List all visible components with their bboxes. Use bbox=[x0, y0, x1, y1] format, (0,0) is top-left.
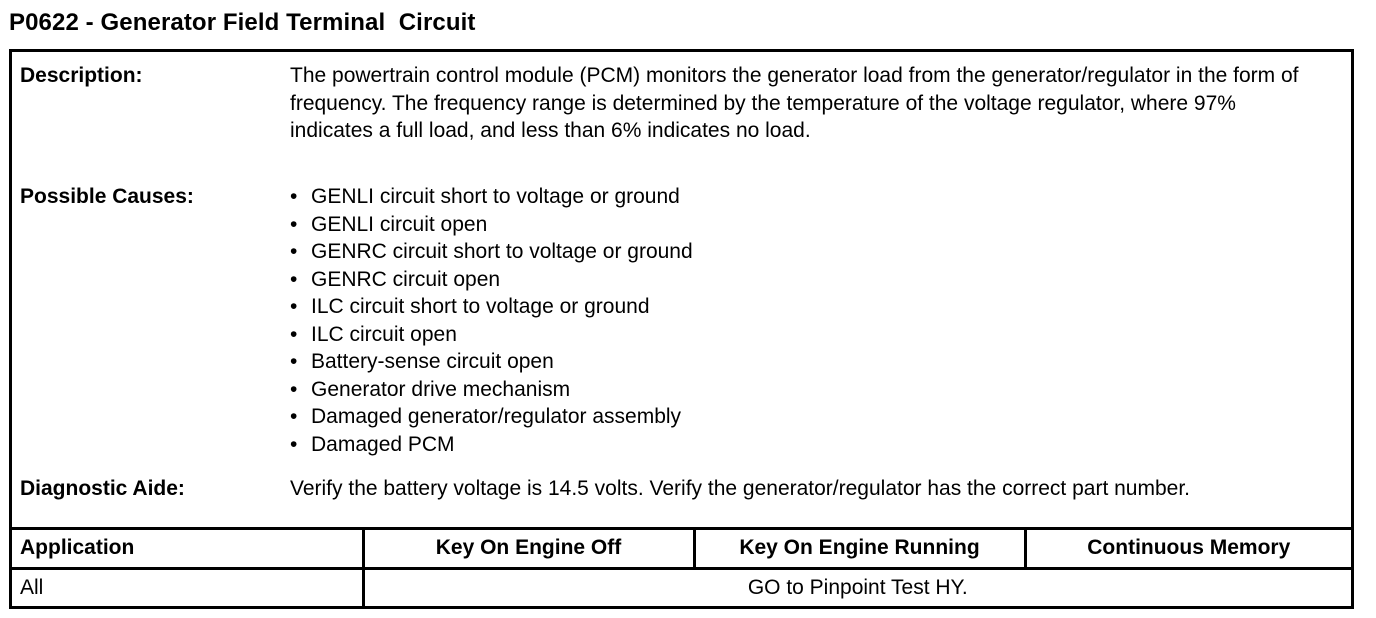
description-text: The powertrain control module (PCM) monitors the generator load from the generator/regulator in the form of frequency. The frequency range is determined by the temperature of the voltage regulator, where 97% indicates a full load, and less than 6% indicates no load. bbox=[290, 64, 1299, 142]
list-item: • Battery-sense circuit open bbox=[290, 348, 1320, 376]
table-header-row bbox=[12, 530, 1351, 568]
column-header-application: Application bbox=[12, 530, 363, 568]
list-item: • GENLI circuit short to voltage or ground bbox=[290, 183, 1320, 211]
possible-causes-list bbox=[290, 183, 1320, 458]
application-table bbox=[12, 530, 1351, 606]
pinpoint-test-cell: GO to Pinpoint Test HY. bbox=[747, 575, 968, 599]
column-header-koeo: Key On Engine Off bbox=[363, 530, 694, 568]
application-cell: All bbox=[12, 568, 363, 606]
list-item: • GENLI circuit open bbox=[290, 211, 1320, 239]
list-item: • GENRC circuit short to voltage or ground bbox=[290, 238, 1320, 266]
diagnostic-aide-label: Diagnostic Aide: bbox=[20, 477, 185, 500]
list-item: • ILC circuit short to voltage or ground bbox=[290, 293, 1320, 321]
column-header-koer: Key On Engine Running bbox=[694, 530, 1025, 568]
list-item: • ILC circuit open bbox=[290, 321, 1320, 349]
list-item: • Damaged PCM bbox=[290, 431, 1320, 459]
diagnostic-aide-text: Verify the battery voltage is 14.5 volts. Verify the generator/regulator has the correct part number. bbox=[290, 477, 1190, 500]
column-header-continuous-memory: Continuous Memory bbox=[1025, 530, 1351, 568]
table-row bbox=[12, 568, 1351, 606]
dtc-frame bbox=[9, 49, 1354, 609]
possible-causes-label: Possible Causes: bbox=[20, 185, 194, 208]
list-item: • Damaged generator/regulator assembly bbox=[290, 403, 1320, 431]
dtc-info-section bbox=[12, 52, 1351, 530]
page-title: P0622 - Generator Field Terminal Circuit bbox=[9, 9, 476, 36]
list-item: • Generator drive mechanism bbox=[290, 376, 1320, 404]
list-item: • GENRC circuit open bbox=[290, 266, 1320, 294]
description-label: Description: bbox=[20, 64, 143, 87]
